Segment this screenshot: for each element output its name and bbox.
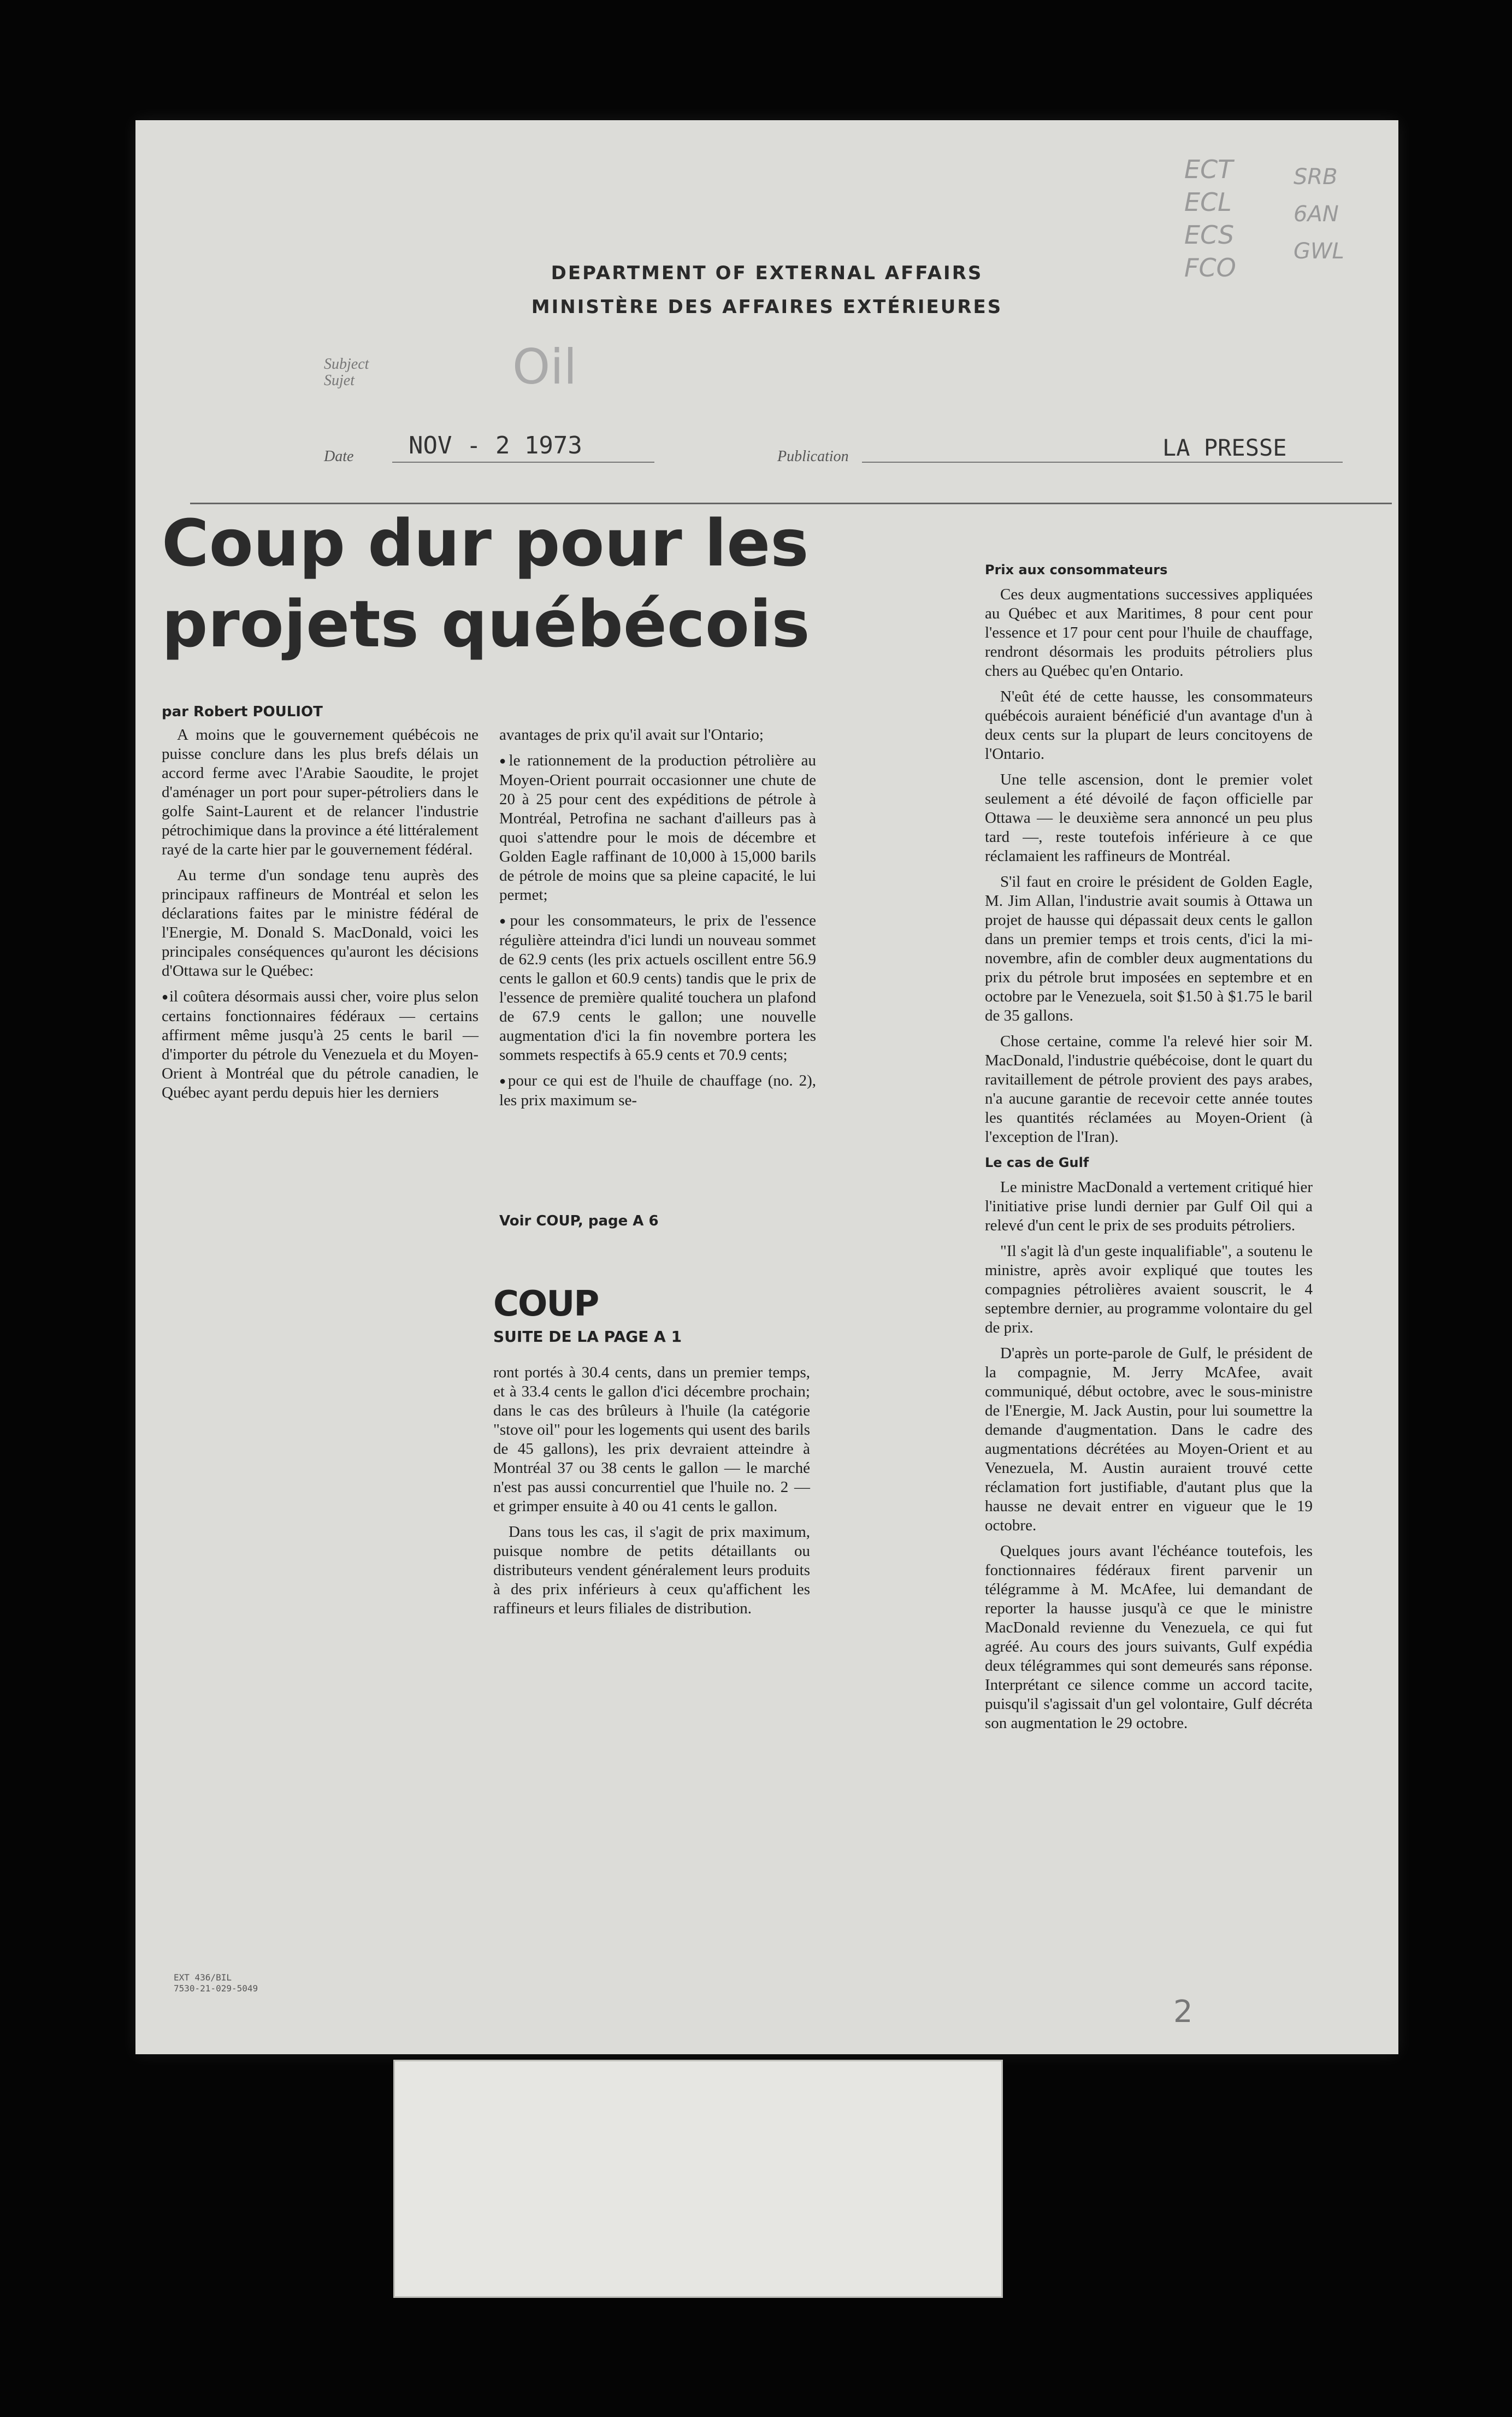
section-subheading: Prix aux consommateurs <box>985 562 1168 577</box>
page-number: 2 <box>1173 1994 1193 2030</box>
department-name-french: MINISTÈRE DES AFFAIRES EXTÉRIEURES <box>531 296 1003 318</box>
paragraph: Une telle ascension, dont le premier volet seulement a été dévoilé de façon officielle par Ottawa — le deuxième sera annoncé un peu plus tard —, reste toutefois inférieure à ce que réclamaient les raffineurs de Montréal. <box>985 771 1313 865</box>
paragraph: D'après un porte-parole de Gulf, le président de la compagnie, M. Jerry McAfee, avait communiqué, début octobre, avec le sous-ministre de l'Energie, M. Jack Austin, pour lui soumettre la demande d'augmentation. Dans le cadre des augmentations décrétées au Moyen-Orient et au Venezuela, M. Austin auraient trouvé cette réclamation fort justifiable, d'autant plus que la hausse ne devait entrer en vigueur que le 19 octobre. <box>985 1345 1313 1534</box>
paragraph: A moins que le gouvernement québécois ne puisse conclure dans les plus brefs délais un accord ferme avec l'Arabie Saoudite, le projet d'aménager un port pour super-pétroliers dans le golfe Saint-Laurent et de relancer l'industrie pétrochimique dans la province a été littéralement rayé de la carte hier par le gouvernement fédéral. <box>162 726 479 858</box>
paragraph: Le ministre MacDonald a vertement critiqué hier l'initiative prise lundi dernier par Gulf Oil qui a relevé d'un cent le prix de ses produits pétroliers. <box>985 1178 1313 1234</box>
article-column-3 <box>985 557 1313 1740</box>
bullet-paragraph: ● il coûtera désormais aussi cher, voire plus selon certains fonctionnaires fédéraux — certains affirment même jusqu'à 25 cents le baril — d'importer du pétrole du Venezuela et du Moyen-Orient à Montréal que du pétrole canadien, le Québec ayant perdu depuis hier les derniers <box>162 987 479 1103</box>
bullet-paragraph: ● le rationnement de la production pétrolière au Moyen-Orient pourrait occasionner une chute de 20 à 25 pour cent des expéditions de pétrole à Montréal, Petrofina ne sachant d'ailleurs pas à quoi s'attendre pour le mois de décembre et Golden Eagle raffinant de 10,000 à 15,000 barils de pétrole de moins que sa pleine capacité, le lui permet; <box>499 751 816 905</box>
routing-marks-left: ECT ECL ECS FCO <box>1184 155 1236 282</box>
section-subheading: Le cas de Gulf <box>985 1155 1089 1170</box>
article-byline: par Robert POULIOT <box>162 704 323 720</box>
article-column-2 <box>499 726 816 1117</box>
bullet-paragraph: ● pour ce qui est de l'huile de chauffage (no. 2), les prix maximum se- <box>499 1071 816 1110</box>
paragraph: Quelques jours avant l'échéance toutefois, les fonctionnaires fédéraux firent parvenir un télégramme à M. McAfee, lui demandant de reporter la hausse jusqu'à ce que le ministre MacDonald revienne du Venezuela, ce qui fut agréé. Au cours des jours suivants, Gulf expédia deux télégrammes qui sont demeurés sans réponse. Interprétant ce silence comme un accord tacite, puisqu'il s'agissait d'un gel volontaire, Gulf décréta son augmentation le 29 octobre. <box>985 1542 1313 1732</box>
paragraph: Ces deux augmentations successives appliquées au Québec et aux Maritimes, 8 pour cent pour l'essence et 17 pour cent pour l'huile de chauffage, rendront désormais les produits pétroliers plus chers au Québec qu'en Ontario. <box>985 586 1313 680</box>
article-column-1 <box>162 726 479 1109</box>
department-name-english: DEPARTMENT OF EXTERNAL AFFAIRS <box>551 262 983 284</box>
paragraph: ront portés à 30.4 cents, dans un premier temps, et à 33.4 cents le gallon d'ici décembre prochain; dans le cas des brûleurs à l'huile (la catégorie "stove oil" pour les logements qui usent des barils de 45 gallons), les prix devraient atteindre à Montréal 37 ou 38 cents le gallon — le marché n'est pas aussi concurrentiel que l'huile no. 2 — et grimper ensuite à 40 ou 41 cents le gallon. <box>493 1364 810 1515</box>
paragraph: "Il s'agit là d'un geste inqualifiable", a soutenu le ministre, après avoir expliqué que toutes les compagnies pétrolières avaient souscrit, le 4 septembre dernier, au programme volontaire du gel de prix. <box>985 1242 1313 1336</box>
date-stamp: NOV - 2 1973 <box>409 432 582 459</box>
paragraph: avantages de prix qu'il avait sur l'Ontario; <box>499 726 764 744</box>
subject-label: Subject Sujet <box>324 356 369 389</box>
date-label: Date <box>324 448 354 465</box>
article-headline: Coup dur pour les projets québécois <box>162 505 810 662</box>
subject-value: Oil <box>512 339 577 395</box>
publication-label: Publication <box>777 448 849 465</box>
form-number: EXT 436/BIL 7530-21-029-5049 <box>174 1972 258 1994</box>
paragraph: Au terme d'un sondage tenu auprès des principaux raffineurs de Montréal et selon les déclarations faites par le ministre fédéral de l'Energie, M. Donald S. MacDonald, voici les principales conséquences qu'auront les décisions d'Ottawa sur le Québec: <box>162 866 479 980</box>
continuation-title: COUP <box>493 1284 599 1324</box>
date-underline <box>392 462 654 463</box>
continued-reference: Voir COUP, page A 6 <box>499 1213 659 1229</box>
routing-marks-right: SRB 6AN GWL <box>1294 164 1344 264</box>
paragraph: Dans tous les cas, il s'agit de prix maximum, puisque nombre de petits détaillants ou distributeurs vendent généralement leurs produits à des prix inférieurs à ceux qu'affichent les raffineurs et leurs filiales de distribution. <box>493 1523 810 1617</box>
clipping-sheet <box>135 120 1398 2054</box>
paragraph: N'eût été de cette hausse, les consommateurs québécois auraient bénéficié d'un avantage d'un à deux cents sur la plupart de leurs concitoyens de l'Ontario. <box>985 688 1313 763</box>
continuation-column <box>493 1363 810 1625</box>
bullet-paragraph: ● pour les consommateurs, le prix de l'essence régulière atteindra d'ici lundi un nouveau sommet de 62.9 cents (les prix actuels oscillent entre 56.9 cents le gallon et 60.9 cents) tandis que le prix de l'essence de première qualité touchera un plafond de 67.9 cents le gallon; une nouvelle augmentation d'ici la fin novembre portera les sommets respectifs à 65.9 cents et 70.9 cents; <box>499 911 816 1065</box>
paragraph: S'il faut en croire le président de Golden Eagle, M. Jim Allan, l'industrie avait soumis à Ottawa un projet de hausse qui dépassait deux cents le gallon dans un premier temps et trois cents, d'ici la mi-novembre, afin de combler deux augmentations du prix du pétrole brut imposées en septembre et en octobre par le Venezuela, soit $1.50 à $1.75 le baril de 35 gallons. <box>985 873 1313 1024</box>
continuation-subtitle: SUITE DE LA PAGE A 1 <box>493 1328 682 1346</box>
paper-slip <box>393 2060 1003 2298</box>
paragraph: Chose certaine, comme l'a relevé hier soir M. MacDonald, l'industrie québécoise, dont le quart du ravitaillement de pétrole provient des pays arabes, n'a aucune garantie de recevoir cette année toutes les quantités réclamées au Moyen-Orient (à l'exception de l'Iran). <box>985 1033 1313 1146</box>
publication-underline <box>862 462 1343 463</box>
publication-stamp: LA PRESSE <box>1162 434 1287 461</box>
